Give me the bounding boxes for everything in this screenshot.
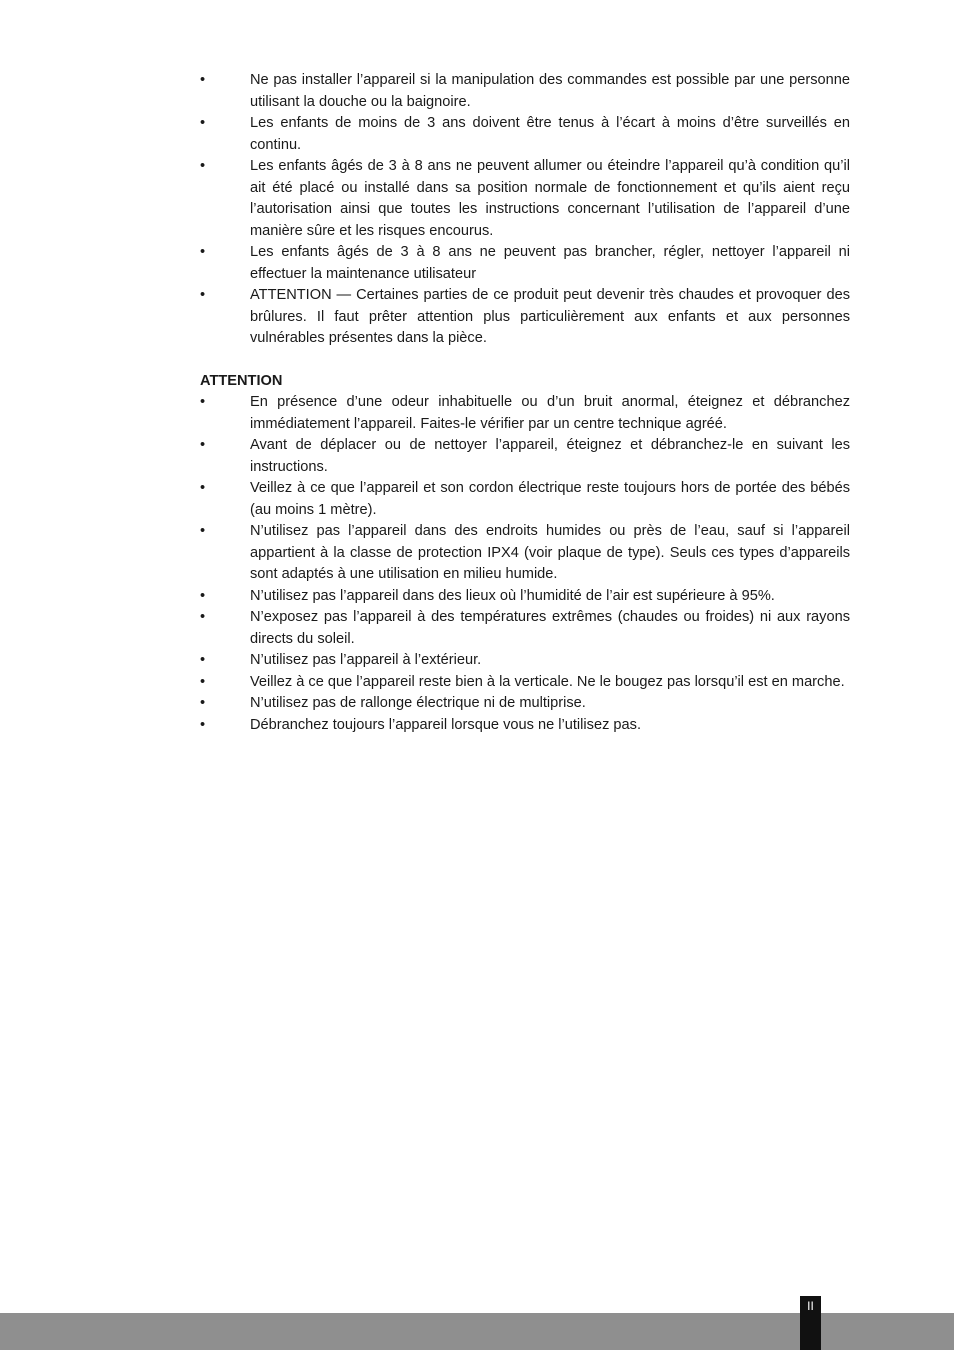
list-item-text: N’utilisez pas l’appareil à l’extérieur. [250, 652, 482, 668]
list-item [200, 693, 850, 715]
safety-list-children [200, 70, 850, 350]
list-item [200, 285, 850, 350]
list-item [200, 607, 850, 650]
list-item [200, 521, 850, 586]
list-item-text: Les enfants âgés de 3 à 8 ans ne peuvent allumer ou éteindre l’appareil qu’à condition qu’il ait été placé ou installé dans sa position normale de fonctionnement et qu’ils aient reçu l’autorisation ainsi que toutes les instructions concernant l’utilisation de l’appareil d’une manière sûre et les risques encourus. [250, 158, 850, 239]
list-item [200, 156, 850, 242]
list-item-text: Avant de déplacer ou de nettoyer l’appareil, éteignez et débranchez-le en suivant les instructions. [250, 437, 850, 475]
list-item [200, 113, 850, 156]
list-item-text: N’exposez pas l’appareil à des températures extrêmes (chaudes ou froides) ni aux rayons directs du soleil. [250, 609, 850, 647]
bullet: • [200, 695, 206, 711]
bullet: • [200, 609, 206, 625]
bullet: • [200, 523, 206, 539]
list-item-text: Veillez à ce que l’appareil reste bien à la verticale. Ne le bougez pas lorsqu’il est en marche. [250, 673, 845, 690]
safety-list-attention [200, 392, 850, 736]
bullet: • [200, 244, 206, 260]
page-number-tab [800, 1296, 821, 1350]
list-item-text: En présence d’une odeur inhabituelle ou d’un bruit anormal, éteignez et débranchez immédiatement l’appareil. Faites-le vérifier par un centre technique agréé. [250, 394, 850, 432]
list-item [200, 478, 850, 521]
bullet: • [200, 72, 206, 88]
bullet: • [200, 587, 206, 604]
list-item [200, 242, 850, 285]
list-item-text: Les enfants de moins de 3 ans doivent être tenus à l’écart à moins d’être surveillés en continu. [250, 115, 850, 153]
bullet: • [200, 673, 206, 690]
list-item-text: N’utilisez pas de rallonge électrique ni de multiprise. [250, 695, 586, 711]
list-item-text: Veillez à ce que l’appareil et son cordon électrique reste toujours hors de portée des bébés (au moins 1 mètre). [250, 480, 850, 518]
bullet: • [200, 480, 206, 496]
list-item [200, 70, 850, 113]
list-item-text: N’utilisez pas l’appareil dans des endroits humides ou près de l’eau, sauf si l’appareil appartient à la classe de protection IPX4 (voir plaque de type). Seuls ces types d’appareils sont adaptés à une utilisation en milieu humide. [250, 523, 850, 582]
bullet: • [200, 287, 206, 303]
list-item [200, 435, 850, 478]
list-item-text: N’utilisez pas l’appareil dans des lieux où l’humidité de l’air est supérieure à 95%. [250, 587, 775, 604]
list-item [200, 586, 850, 608]
bullet: • [200, 394, 206, 410]
list-item [200, 715, 850, 737]
bullet: • [200, 115, 206, 131]
list-item-text: Les enfants âgés de 3 à 8 ans ne peuvent pas brancher, régler, nettoyer l’appareil ni effectuer la maintenance utilisateur [250, 244, 850, 282]
list-item-text: Débranchez toujours l’appareil lorsque vous ne l’utilisez pas. [250, 716, 642, 733]
page-number: II [807, 1299, 814, 1313]
bullet: • [200, 437, 206, 453]
bullet: • [200, 716, 206, 733]
bullet: • [200, 158, 206, 174]
list-item-text: ATTENTION — Certaines parties de ce produit peut devenir très chaudes et provoquer des brûlures. Il faut prêter attention plus particulièrement aux enfants et aux personnes vulnérables présentes dans la pièce. [250, 287, 850, 346]
document-body [200, 70, 850, 736]
list-item [200, 650, 850, 672]
list-item [200, 672, 850, 694]
list-item-text: Ne pas installer l’appareil si la manipulation des commandes est possible par une personne utilisant la douche ou la baignoire. [250, 72, 850, 110]
attention-heading: ATTENTION [200, 372, 283, 389]
list-item [200, 392, 850, 435]
bullet: • [200, 652, 206, 668]
